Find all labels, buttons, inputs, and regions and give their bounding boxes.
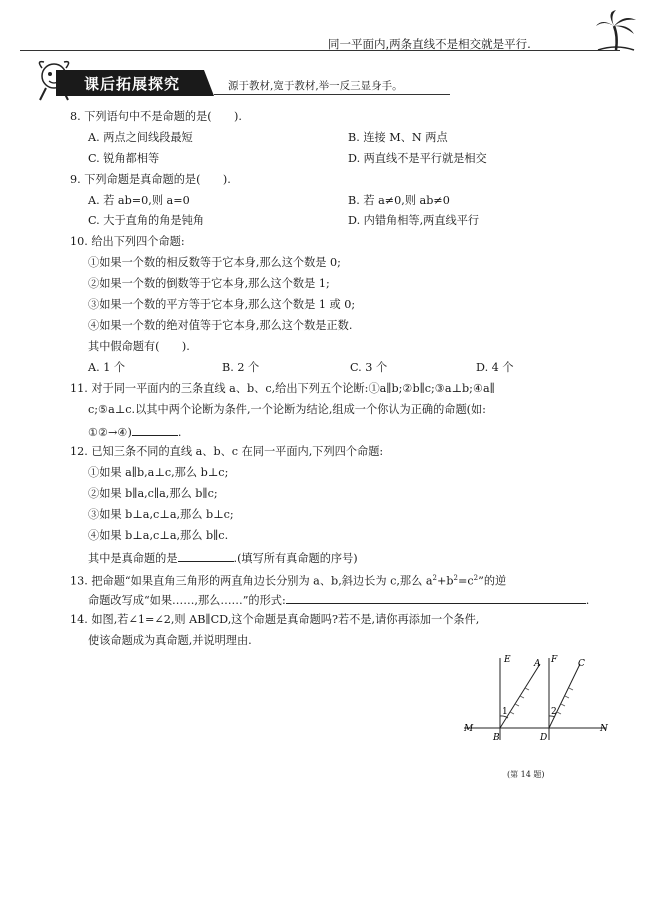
- label-angle-2: 2: [551, 707, 557, 717]
- q14-line-2: 使该命题成为真命题,并说明理由.: [88, 634, 252, 647]
- q12-ask: 其中是真命题的是 .(填写所有真命题的序号): [88, 552, 358, 565]
- q8-option-c: C. 锐角都相等: [88, 152, 160, 165]
- label-m: M: [464, 724, 474, 734]
- q10-item-4: ④如果一个数的绝对值等于它本身,那么这个数是正数.: [88, 319, 353, 332]
- q8-option-a: A. 两点之间线段最短: [88, 131, 193, 144]
- label-c: C: [578, 659, 585, 669]
- palm-tree-icon: [594, 10, 638, 52]
- q11-line-2: c;⑤a⊥c.以其中两个论断为条件,一个论断为结论,组成一个你认为正确的命题(如:: [88, 403, 486, 416]
- q12-item-2: ②如果 b∥a,c∥a,那么 b∥c;: [88, 487, 218, 500]
- q8-option-b: B. 连接 M、N 两点: [348, 131, 448, 144]
- q9-option-c: C. 大于直角的角是钝角: [88, 214, 204, 227]
- header-divider: [20, 50, 620, 51]
- q13-answer-blank[interactable]: [286, 592, 586, 604]
- label-e: E: [504, 655, 511, 665]
- q8-stem: 8. 下列语句中不是命题的是( ).: [70, 110, 242, 123]
- label-a: A: [534, 659, 541, 669]
- section-title: 课后拓展探究: [84, 75, 181, 93]
- q12-answer-blank[interactable]: [178, 550, 234, 562]
- q11-answer-blank[interactable]: [132, 424, 178, 436]
- q10-item-2: ②如果一个数的倒数等于它本身,那么这个数是 1;: [88, 277, 330, 290]
- q14-figure: [460, 652, 610, 762]
- line-dc: [549, 664, 580, 728]
- q12-item-3: ③如果 b⊥a,c⊥a,那么 b⊥c;: [88, 508, 234, 521]
- hatch-marks: [510, 688, 573, 714]
- q10-option-c: C. 3 个: [350, 361, 388, 374]
- q8-option-d: D. 两直线不是平行就是相交: [348, 152, 487, 165]
- q11-line-3: ①②→④) .: [88, 426, 182, 439]
- label-d: D: [540, 733, 548, 743]
- q10-option-b: B. 2 个: [222, 361, 260, 374]
- section-slogan: 源于教材,宽于教材,举一反三显身手。: [228, 80, 403, 92]
- q12-item-1: ①如果 a∥b,a⊥c,那么 b⊥c;: [88, 466, 229, 479]
- q12-item-4: ④如果 b⊥a,c⊥a,那么 b∥c.: [88, 529, 229, 542]
- q9-option-a: A. 若 ab=0,则 a=0: [88, 194, 190, 207]
- q9-stem: 9. 下列命题是真命题的是( ).: [70, 173, 231, 186]
- label-n: N: [600, 724, 608, 734]
- q9-option-d: D. 内错角相等,两直线平行: [348, 214, 480, 227]
- q10-item-3: ③如果一个数的平方等于它本身,那么这个数是 1 或 0;: [88, 298, 356, 311]
- q14-line-1: 14. 如图,若∠1=∠2,则 AB∥CD,这个命题是真命题吗?若不是,请你再添加一个条件,: [70, 613, 480, 626]
- q13-line-1: 13. 把命题“如果直角三角形的两直角边长分别为 a、b,斜边长为 c,那么 $a^2+b^2=c^2$”的逆: [70, 574, 507, 588]
- q10-item-1: ①如果一个数的相反数等于它本身,那么这个数是 0;: [88, 256, 341, 269]
- figure-caption: (第 14 题): [507, 770, 545, 779]
- label-f: F: [551, 655, 558, 665]
- q10-stem: 10. 给出下列四个命题:: [70, 235, 185, 248]
- q10-ask: 其中假命题有( ).: [88, 340, 190, 353]
- q13-line-2: 命题改写成“如果……,那么……”的形式: .: [88, 594, 590, 607]
- q11-line-1: 11. 对于同一平面内的三条直线 a、b、c,给出下列五个论断:①a∥b;②b∥c;③a⊥b;④a∥: [70, 382, 495, 395]
- slogan-underline: [214, 94, 450, 95]
- label-b: B: [493, 733, 500, 743]
- label-angle-1: 1: [502, 707, 508, 717]
- q10-option-a: A. 1 个: [88, 361, 126, 374]
- header-motto: 同一平面内,两条直线不是相交就是平行.: [328, 37, 531, 51]
- q12-stem: 12. 已知三条不同的直线 a、b、c 在同一平面内,下列四个命题:: [70, 445, 384, 458]
- q9-option-b: B. 若 a≠0,则 ab≠0: [348, 194, 450, 207]
- q10-option-d: D. 4 个: [476, 361, 514, 374]
